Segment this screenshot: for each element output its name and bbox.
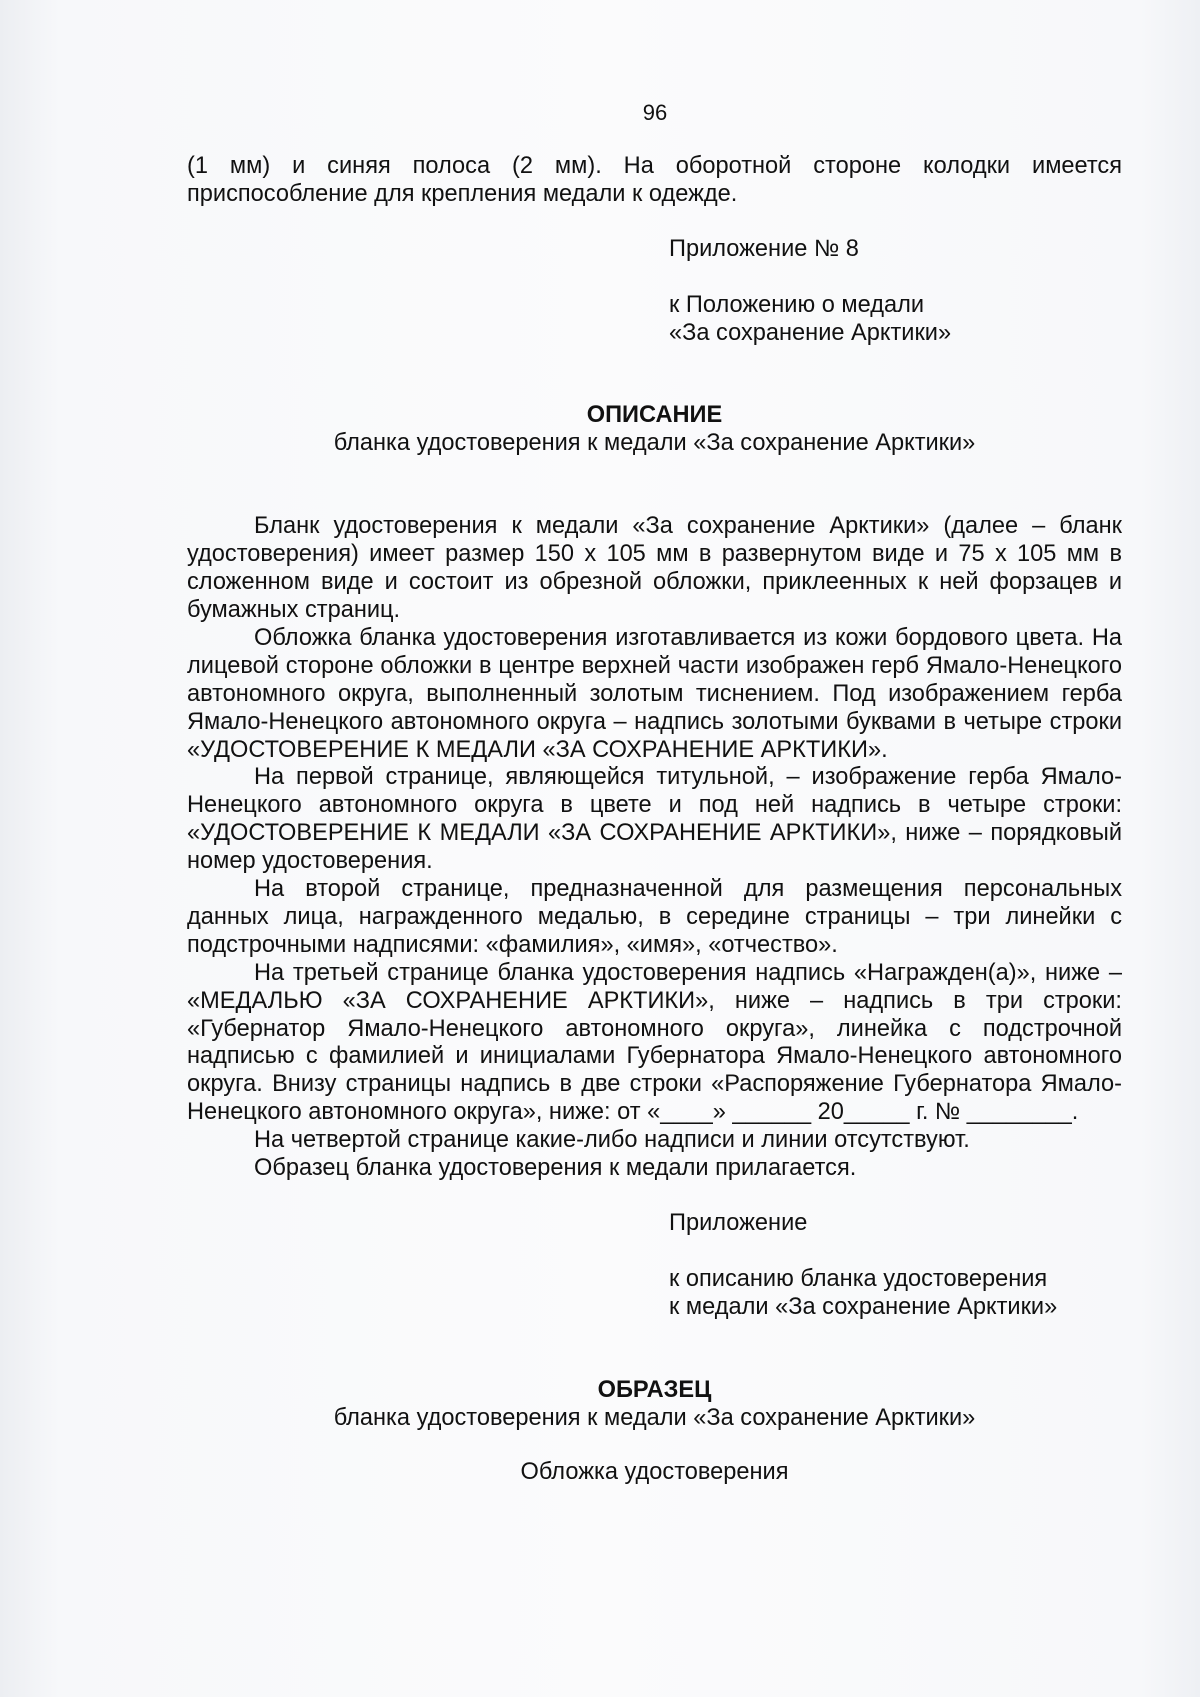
paragraph-4: На второй странице, предназначенной для размещения персональных данных лица, награжденного медалью, в середине страницы – три линейки с подстрочными надписями: «фамилия», «имя», «отчество». [187, 876, 1122, 958]
sample-subheading: бланка удостоверения к медали «За сохранение Арктики» [333, 1404, 976, 1431]
document-body [187, 153, 1122, 1487]
paragraph-7: Образец бланка удостоверения к медали прилагается. [254, 1155, 857, 1182]
description-heading: ОПИСАНИЕ [586, 402, 723, 429]
appendix-8-line2: «За сохранение Арктики» [669, 319, 952, 346]
paragraph-2: Обложка бланка удостоверения изготавливается из кожи бордового цвета. На лицевой стороне обложки в центре верхней части изображен герб Ямало-Ненецкого автономного округа, выполненный золотым тиснением. Под изображением герба Ямало-Ненецкого автономного округа – надпись золотыми буквами в четыре строки «УДОСТОВЕРЕНИЕ К МЕДАЛИ «ЗА СОХРАНЕНИЕ АРКТИКИ». [187, 624, 1122, 763]
paragraph-3: На первой странице, являющейся титульной, – изображение герба Ямало-Ненецкого автономного округа в цвете и под ней надпись в четыре строки: «УДОСТОВЕРЕНИЕ К МЕДАЛИ «ЗА СОХРАНЕНИЕ АРКТИКИ», ниже – порядковый номер удостоверения. [187, 764, 1122, 875]
sample-caption: Обложка удостоверения [520, 1459, 789, 1486]
continuation-paragraph: (1 мм) и синяя полоса (2 мм). На оборотной стороне колодки имеется приспособление для крепления медали к одежде. [187, 153, 1122, 207]
sample-heading: ОБРАЗЕЦ [597, 1376, 712, 1403]
appendix-block [669, 1210, 1122, 1322]
appendix-line2: к медали «За сохранение Арктики» [669, 1293, 1058, 1320]
description-subheading: бланка удостоверения к медали «За сохранение Арктики» [333, 430, 976, 457]
appendix-8-line1: к Положению о медали [669, 291, 925, 318]
appendix-8-title: Приложение № 8 [669, 235, 859, 262]
appendix-line1: к описанию бланка удостоверения [669, 1265, 1048, 1292]
page-number: 96 [642, 100, 668, 125]
paragraph-1: Бланк удостоверения к медали «За сохранение Арктики» (далее – бланк удостоверения) имеет размер 150 х 105 мм в развернутом виде и 75 х 105 мм в сложенном виде и состоит из обрезной обложки, приклеенных к ней форзацев и бумажных страниц. [187, 513, 1122, 623]
appendix-8-block [669, 236, 1122, 348]
paragraph-5: На третьей странице бланка удостоверения надпись «Награжден(а)», ниже – «МЕДАЛЬЮ «ЗА СОХРАНЕНИЕ АРКТИКИ», ниже – надпись в три строки: «Губернатор Ямало-Ненецкого автономного округа», линейка с подстрочной надписью с фамилией и инициалами Губернатора Ямало-Ненецкого автономного округа. Внизу страницы надпись в две строки «Распоряжение Губернатора Ямало-Ненецкого автономного округа», ниже: от «____» ______ 20_____ г. № ________. [187, 959, 1122, 1126]
appendix-title: Приложение [669, 1210, 808, 1236]
paragraph-6: На четвертой странице какие-либо надписи и линии отсутствуют. [254, 1127, 970, 1154]
